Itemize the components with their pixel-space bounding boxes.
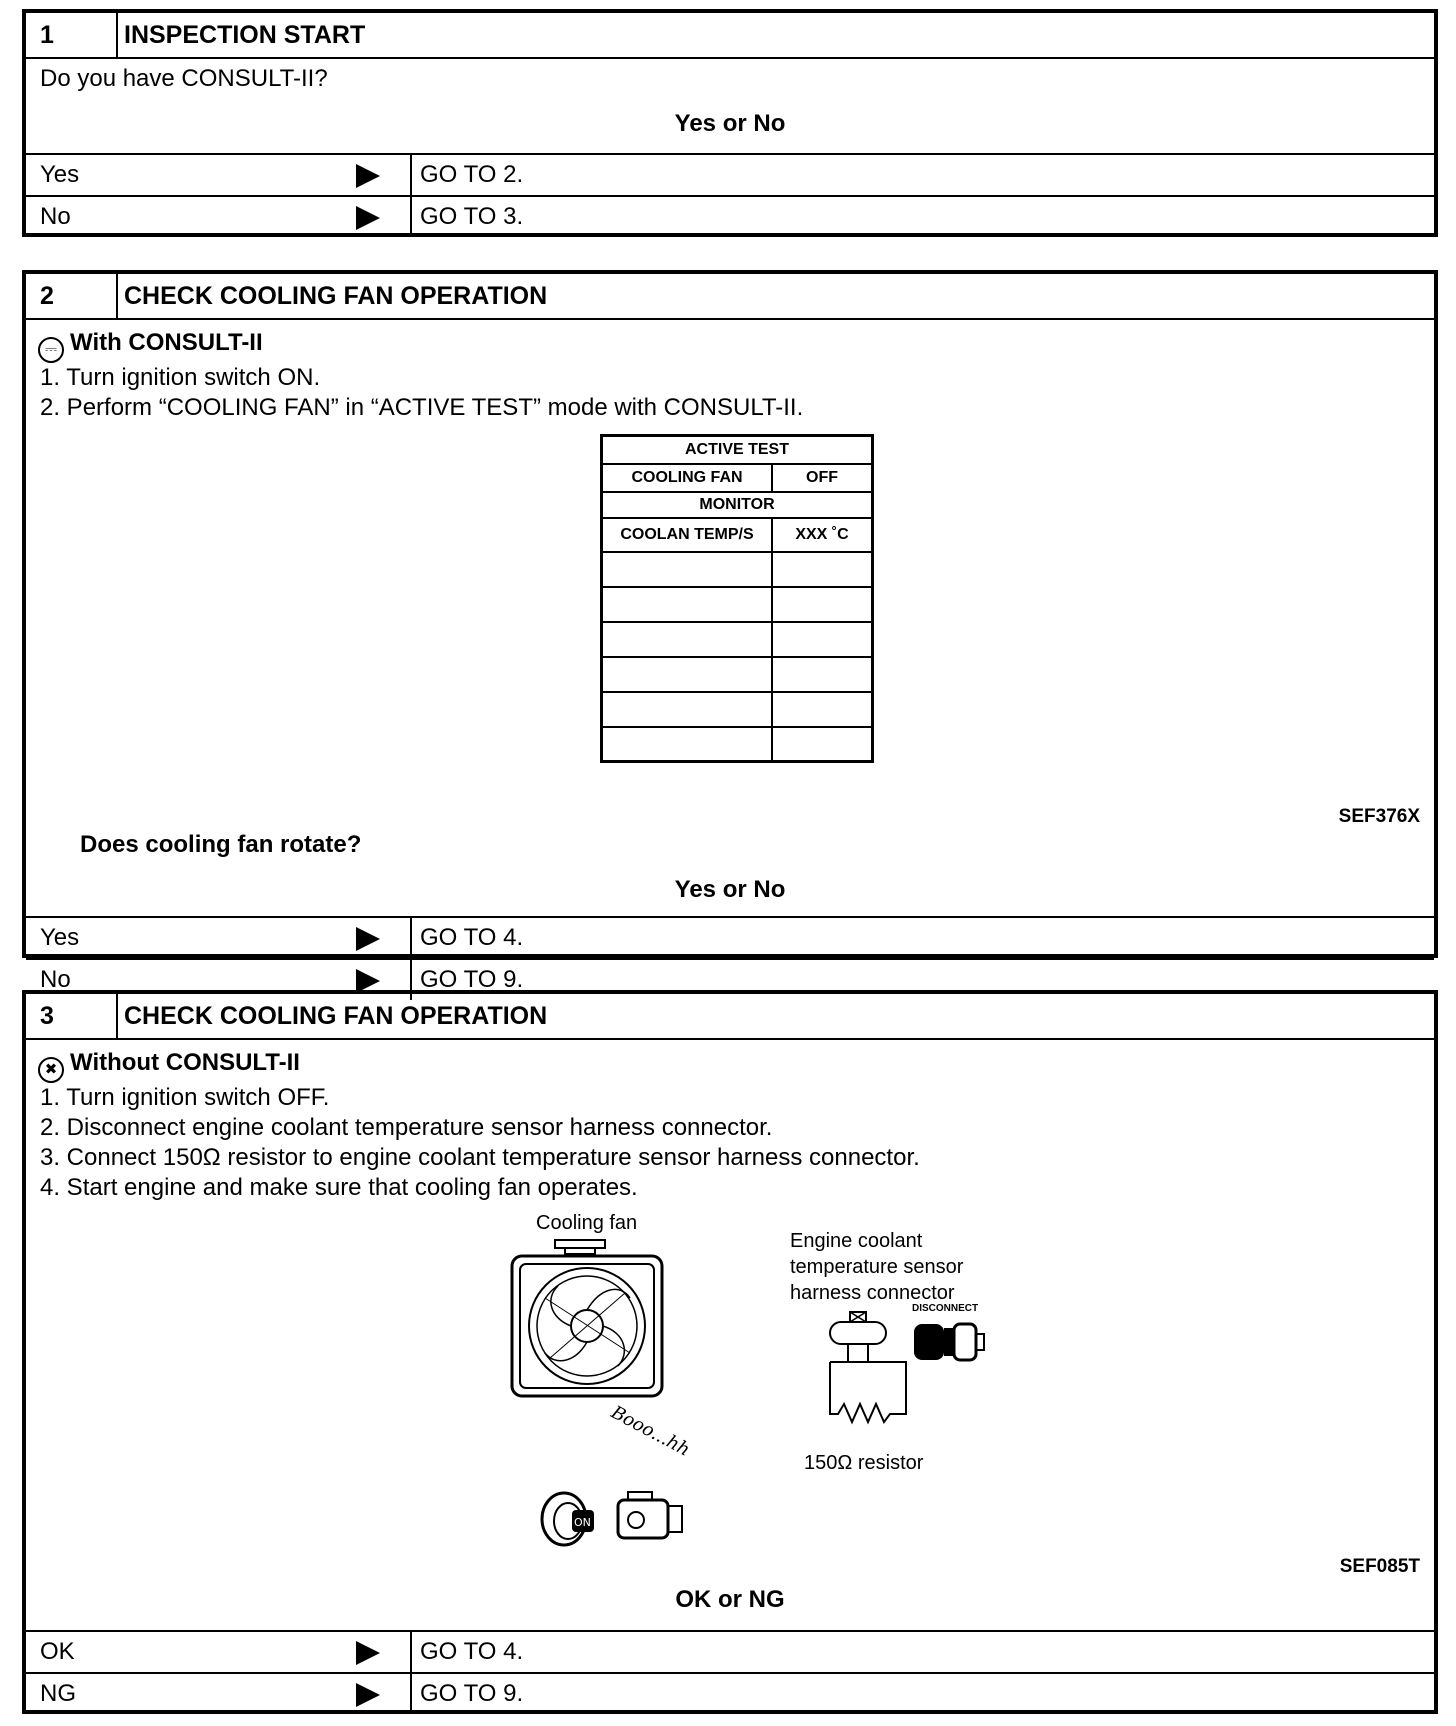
instruction-step: 4. Start engine and make sure that cooling fan operates.	[40, 1174, 638, 1201]
cooling-fan-illustration	[510, 1238, 750, 1478]
step-2-body	[26, 320, 1434, 903]
step-question: Do you have CONSULT-II?	[40, 65, 328, 92]
monitor-value: XXX ˚C	[772, 518, 873, 552]
disconnect-icon	[912, 1318, 988, 1368]
answer-prompt: OK or NG	[675, 1586, 785, 1613]
answer-label: NG	[40, 1680, 76, 1707]
step-2-box	[22, 270, 1438, 993]
step-1-header	[26, 13, 1434, 59]
instruction-step: 3. Connect 150Ω resistor to engine coolant temperature sensor harness connector.	[40, 1144, 920, 1171]
go-to-instruction: GO TO 4.	[420, 924, 524, 951]
step-number: 2	[26, 274, 118, 318]
active-test-value: OFF	[772, 464, 873, 492]
active-test-screen	[600, 434, 874, 763]
arrow-right-icon	[356, 206, 380, 230]
step-title: CHECK COOLING FAN OPERATION	[124, 1002, 548, 1030]
step-title: INSPECTION START	[124, 21, 366, 49]
result-row-ok	[26, 1630, 1434, 1672]
disconnect-label: DISCONNECT	[912, 1303, 979, 1314]
result-row-ng	[26, 1672, 1434, 1714]
arrow-right-icon	[356, 164, 380, 188]
step-1-box	[22, 9, 1438, 237]
mode-label: ⎓ With CONSULT-II	[26, 320, 1434, 363]
step-3-header	[26, 994, 1434, 1040]
answer-prompt: Yes or No	[674, 876, 786, 903]
instruction-step: 2. Disconnect engine coolant temperature sensor harness connector.	[40, 1114, 773, 1141]
step-number: 3	[26, 994, 118, 1038]
result-row-yes	[26, 916, 1434, 958]
arrow-right-icon	[356, 927, 380, 951]
resistor-connector-diagram	[822, 1310, 922, 1450]
figure-reference: SEF085T	[1339, 1556, 1420, 1577]
go-to-instruction: GO TO 4.	[420, 1638, 524, 1665]
sensor-connector-label-2: temperature sensor	[790, 1256, 964, 1278]
active-test-header: ACTIVE TEST	[602, 436, 873, 464]
ignition-key-icon	[536, 1486, 696, 1556]
instruction-step: 1. Turn ignition switch ON.	[40, 364, 321, 391]
step-3-box	[22, 990, 1438, 1714]
answer-label: Yes	[40, 924, 80, 951]
go-to-instruction: GO TO 9.	[420, 966, 524, 993]
answer-label: Yes	[40, 161, 80, 188]
step-2-header	[26, 274, 1434, 320]
no-consult-tool-icon: ✖	[38, 1057, 64, 1083]
figure-reference: SEF376X	[1338, 806, 1420, 827]
step-number: 1	[26, 13, 118, 57]
step-question: Does cooling fan rotate?	[80, 831, 362, 858]
cooling-fan-label: Cooling fan	[536, 1212, 638, 1234]
svg-text:ON: ON	[574, 1516, 591, 1529]
sensor-connector-label-3: harness connector	[790, 1282, 955, 1304]
answer-label: No	[40, 966, 71, 993]
go-to-instruction: GO TO 3.	[420, 203, 524, 230]
fan-sound-text: Booo...hh	[607, 1401, 694, 1461]
sensor-connector-label-1: Engine coolant	[790, 1230, 923, 1252]
go-to-instruction: GO TO 9.	[420, 1680, 524, 1707]
mode-label: ✖ Without CONSULT-II	[26, 1040, 1434, 1083]
answer-label: No	[40, 203, 71, 230]
step-3-body	[26, 1040, 1434, 1630]
result-row-no	[26, 195, 1434, 237]
monitor-header: MONITOR	[602, 492, 873, 518]
step-title: CHECK COOLING FAN OPERATION	[124, 282, 548, 310]
answer-prompt: Yes or No	[674, 110, 786, 137]
resistor-label: 150Ω resistor	[804, 1452, 924, 1474]
arrow-right-icon	[356, 1683, 380, 1707]
step-1-body	[26, 59, 1434, 153]
instruction-step: 2. Perform “COOLING FAN” in “ACTIVE TEST” mode with CONSULT-II.	[40, 394, 804, 421]
instruction-step: 1. Turn ignition switch OFF.	[40, 1084, 330, 1111]
consult-tool-icon: ⎓	[38, 337, 64, 363]
go-to-instruction: GO TO 2.	[420, 161, 524, 188]
answer-label: OK	[40, 1638, 75, 1665]
monitor-item: COOLAN TEMP/S	[602, 518, 773, 552]
active-test-item: COOLING FAN	[602, 464, 773, 492]
result-row-yes	[26, 153, 1434, 195]
arrow-right-icon	[356, 1641, 380, 1665]
